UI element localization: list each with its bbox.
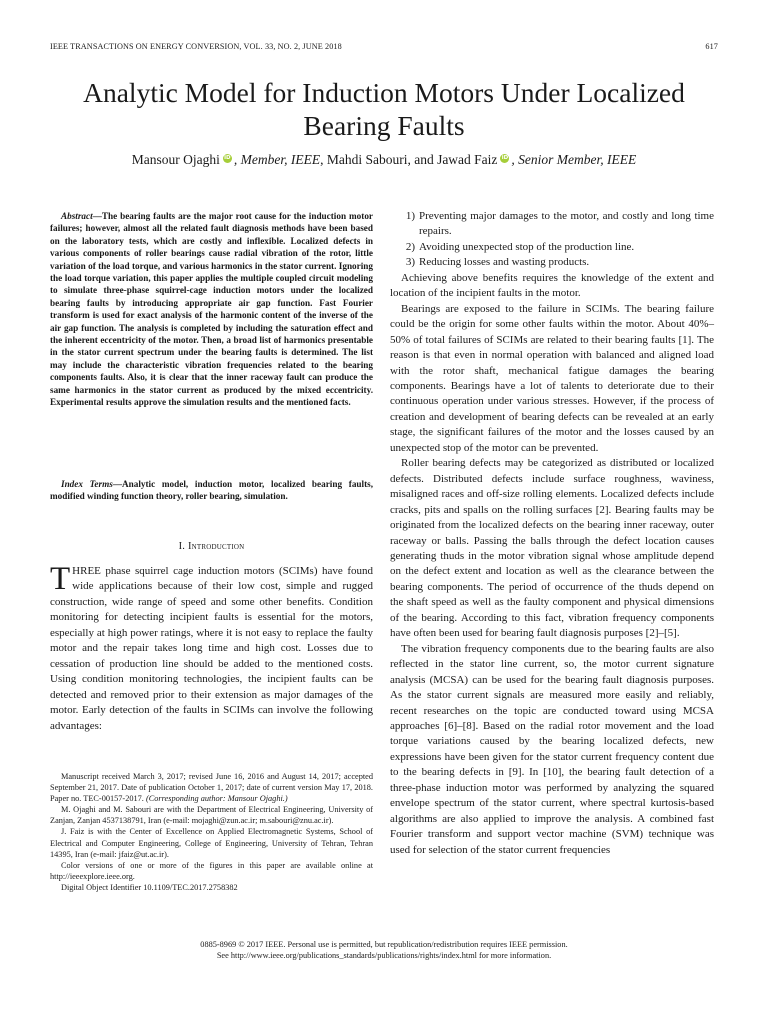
list-text: Avoiding unexpected stop of the production line. [419,240,635,253]
journal-name: IEEE TRANSACTIONS ON ENERGY CONVERSION, VOL. 33, NO. 2, JUNE 2018 [50,42,342,51]
author-2-3: , Mahdi Sabouri, and Jawad Faiz [320,152,498,167]
section-title: Introduction [187,541,245,552]
footnote-affiliation-1: M. Ojaghi and M. Sabouri are with the Department of Electrical Engineering, University of Zanjan, Zanjan 4537138791, Iran (e-mail: mojaghi@zun.ac.ir; m.sabouri@znu.ac.ir). [50,805,373,826]
index-terms [50,478,373,503]
list-text: Reducing losses and wasting products. [419,256,590,269]
list-item [390,209,714,240]
abstract [50,210,373,409]
footnotes [50,771,373,893]
footnote-text: Manuscript received March 3, 2017; revised June 16, 2016 and August 14, 2017; accepted September 21, 2017. Date of publication October 1, 2017; date of current version May 17, 2018. Paper no. TEC-00157-2017. [50,772,373,804]
author-line [40,152,728,168]
footnote-affiliation-2: J. Faiz is with the Center of Excellence on Applied Electromagnetic Systems, School of Electrical and Computer Engineering, College of Engineering, University of Tehran, Tehran 14395, Iran (e-mail: jfaiz@ut.ac.ir). [50,827,373,859]
list-item [390,255,714,270]
index-terms-label: Index Terms [61,479,113,489]
introduction-paragraph [50,561,373,734]
index-terms-text: —Analytic model, induction motor, localized bearing faults, modified winding function theory, roller bearing, simulation. [50,479,374,502]
right-column [390,209,714,858]
paragraph: Bearings are exposed to the failure in SCIMs. The bearing failure could be the origin for some other faults within the motor. About 40%–50% of total failures of SCIMs are related to their bearing faults [1]. The reason is that even in normal operation with balanced and aligned load with the rotor shaft, mechanical fatigue damages the bearing components. Bearings have a lot of talents to deteriorate due to their continuous operation under various stresses. However, if the process of creation and development of bearing defects can be revealed at an early stage, the significant failures of the motor and the losses caused by an unexpected stop of the motor can be prevented. [390,302,714,454]
list-number: 2) [405,240,415,253]
list-number: 3) [405,256,415,269]
copyright-line: 0885-8969 © 2017 IEEE. Personal use is permitted, but republication/redistribution requires IEEE permission. [200,940,568,949]
running-header [50,42,718,51]
abstract-text: —The bearing faults are the major root cause for the induction motor failures; however, almost all the related fault diagnosis methods have been based on the laboratory tests, which are costly and inflexible. Localized defects in various components of roller bearings cause radial vibration of the rotor, little variation of the load torque, and various harmonics in the stator current. Ignoring the load torque variation, this paper applies the multiple coupled circuit modeling to simulate three-phase squirrel-cage induction motors under the localized bearing faults by introducing appropriate air gap function. Fast Fourier transform is used for exact analysis of the harmonic content of the inverse of the air gap function. The analysis is completed by including the saturation effect and the inherent eccentricity of the motor. Then, a broad list of harmonics presentable in the stator current spectrum under the bearing faults is determined. The list may include the characteristic vibration frequencies related to the bearing components faults. Also, it is clear that the inner raceway fault can produce the same harmonics in the stator current as produced by the mixed eccentricity. Experimental results approve the simulation results and the mentioned facts. [50,211,373,408]
author-3-role: , Senior Member, IEEE [511,152,637,167]
paragraph: Roller bearing defects may be categorized as distributed or localized defects. Distributed defects include surface roughness, waviness, misaligned races and off-size rolling elements. Localized defects include cracks, pits and spalls on the rolling surfaces [2]. Bearing faults may be originated from the localized defects on the bearing inner raceway, outer raceway or balls. Passing the balls through the defect location causes generating thuds in the motor vibration signal whose amplitude depend on the defect extent and location as well as the clearance between the bearing components. The period of occurrence of the thuds depend on the shaft speed as well as the faulty component and physical dimensions of the bearing. According to this fact, vibration frequency components have often been used for bearing fault diagnosis purposes [2]–[5]. [390,457,714,640]
intro-text: HREE phase squirrel cage induction motors (SCIMs) have found wide applications because of their low cost, simple and rugged construction, wide range of speed and some other benefits. Condition monitoring for detecting incipient faults is essential for the motors, especially at high power ratings, where it is not easy to replace the faulty motor and the repair takes long time and high cost. Losses due to cessation of production line should be added to the mentioned costs. Using condition monitoring technologies, the incipient faults can be detected and removed prior to their extension as major damages of the motor. Early detection of the faults in SCIMs can involve the following advantages: [50,565,373,732]
list-text: Preventing major damages to the motor, and costly and long time repairs. [419,210,714,238]
paragraph: The vibration frequency components due to the bearing faults are also reflected in the stator line current, so, the motor current signature analysis (MCSA) can be used for the bearing fault diagnosis purposes. As the stator current signals are measured more easily and reliably, recent researches on the topic are conducted toward using MCSA approaches [6]–[8]. Based on the radial rotor movement and the load torque variations caused by the bearing localized defects, new expressions have been given for the stator current frequency content due to the bearing defects in [9]. In [10], the bearing fault detection of a three-phase induction motor was performed by analyzing the squared envelope spectrum of the stator current, where spectral kurtosis-based algorithms are also applied to improve the analysis. A combined fast Fourier transform and support vector machine (SVM) technique was used for selection of the stator current frequencies [390,642,714,856]
list-item [390,240,714,255]
copyright-footer [40,939,728,962]
paragraph: Achieving above benefits requires the knowledge of the extent and location of the incipient faults in the motor. [390,271,714,300]
drop-cap: T [50,561,71,597]
orcid-icon[interactable]: iD [501,155,509,161]
section-number: I. [178,541,186,552]
footnote-manuscript [50,771,373,804]
paper-title: Analytic Model for Induction Motors Under Localized Bearing Faults [83,77,685,141]
section-heading [50,541,373,552]
orcid-icon[interactable]: iD [224,155,231,161]
footnote-doi: Digital Object Identifier 10.1109/TEC.2017.2758382 [61,882,238,892]
author-1: Mansour Ojaghi [131,152,220,167]
author-1-role: , Member, IEEE [233,152,321,167]
page-number: 617 [705,42,718,51]
footnote-color: Color versions of one or more of the figures in this paper are available online at http://ieeexplore.ieee.org. [50,860,373,881]
abstract-label: Abstract [61,211,93,221]
rights-link[interactable]: See http://www.ieee.org/publications_standards/publications/rights/index.html for more information. [216,951,552,961]
footnote-corresponding: (Corresponding author: Mansour Ojaghi.) [145,794,288,804]
list-number: 1) [405,210,415,222]
